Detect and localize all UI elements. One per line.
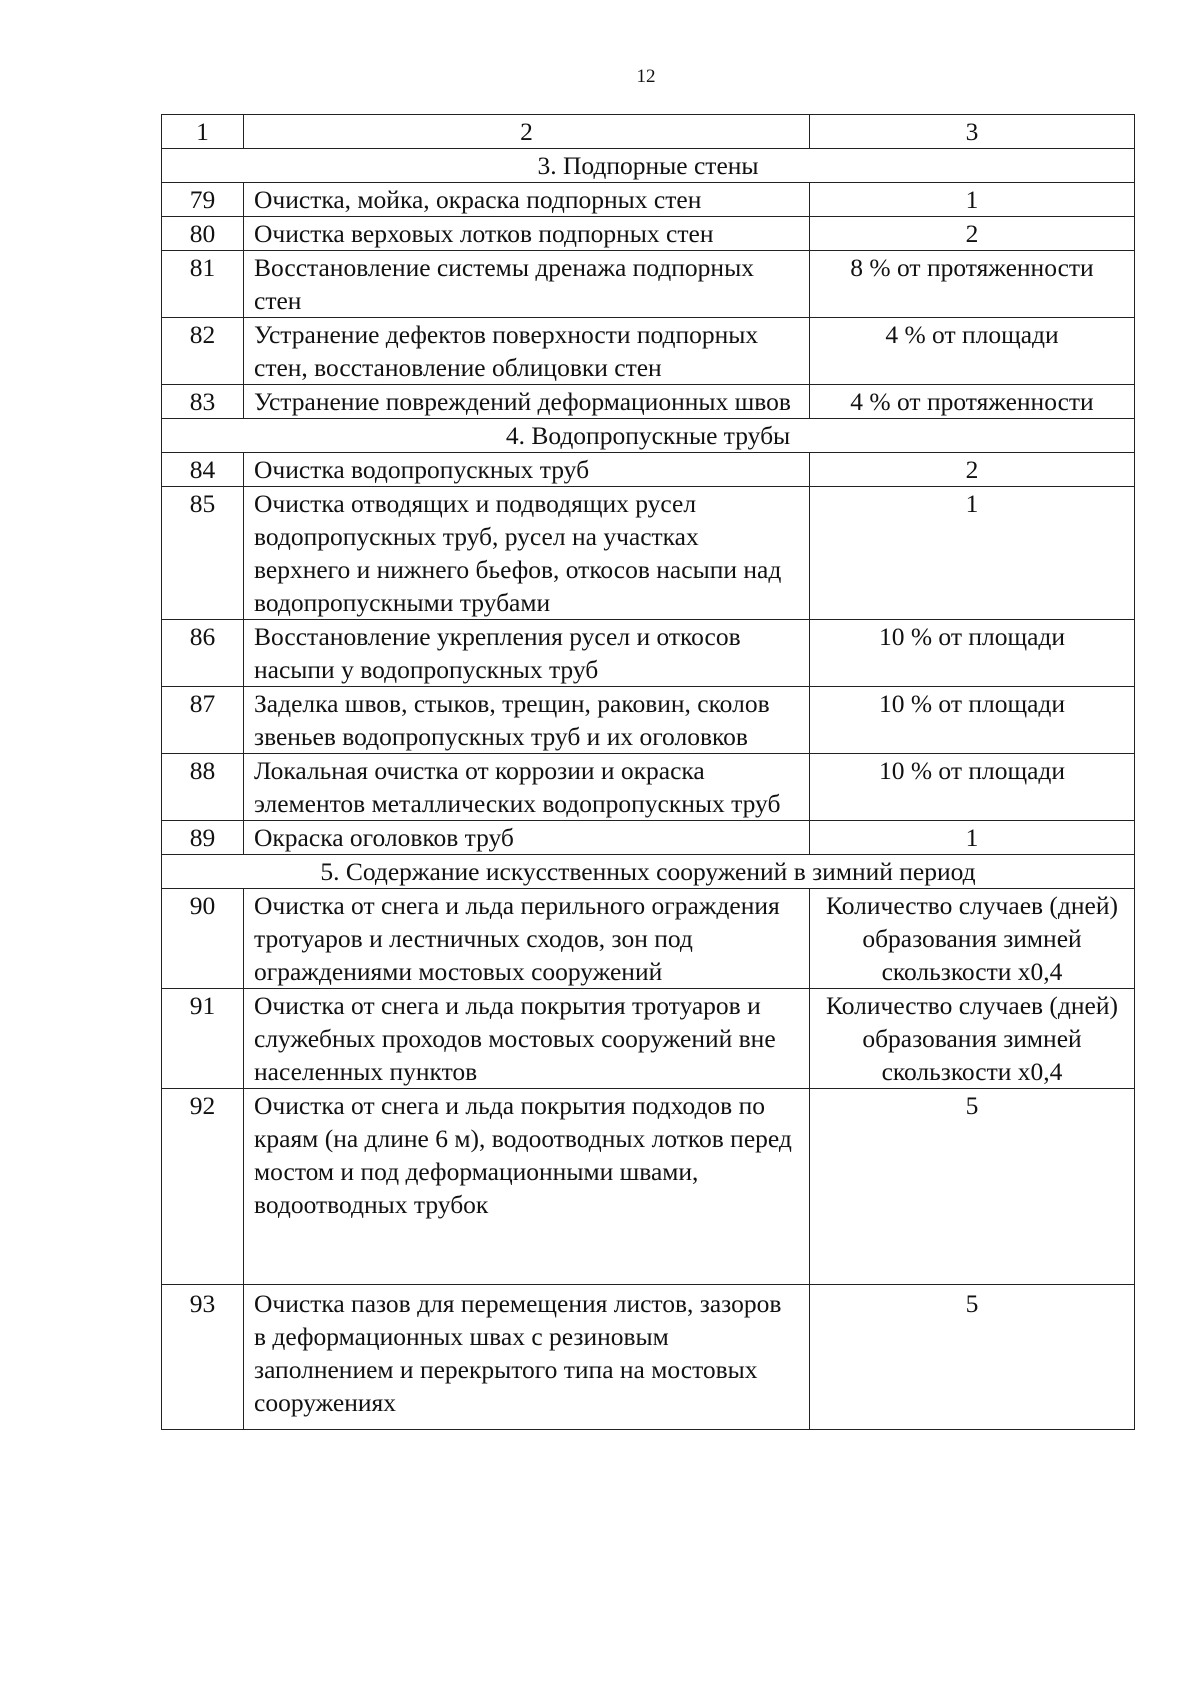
row-description: Восстановление укрепления русел и откосов насыпи у водопропускных труб — [244, 620, 810, 687]
row-description: Очистка пазов для перемещения листов, зазоров в деформационных швах с резиновым заполнением и перекрытого типа на мостовых сооружениях — [244, 1285, 810, 1430]
table-row — [162, 453, 1135, 487]
section-row — [162, 149, 1135, 183]
row-value: 1 — [810, 487, 1135, 620]
row-number: 86 — [162, 620, 244, 687]
row-value: 10 % от площади — [810, 754, 1135, 821]
row-value: 10 % от площади — [810, 620, 1135, 687]
row-value: 4 % от протяженности — [810, 385, 1135, 419]
row-number: 84 — [162, 453, 244, 487]
row-number: 90 — [162, 889, 244, 989]
section-title: 3. Подпорные стены — [162, 149, 1135, 183]
table-row — [162, 318, 1135, 385]
table-row — [162, 487, 1135, 620]
section-title: 4. Водопропускные трубы — [162, 419, 1135, 453]
header-col-2: 2 — [244, 115, 810, 149]
table-row — [162, 183, 1135, 217]
row-value: Количество случаев (дней) образования зимней скользкости х0,4 — [810, 989, 1135, 1089]
section-row — [162, 855, 1135, 889]
table-row — [162, 217, 1135, 251]
row-description: Очистка верховых лотков подпорных стен — [244, 217, 810, 251]
row-number: 81 — [162, 251, 244, 318]
row-number: 88 — [162, 754, 244, 821]
row-value: 1 — [810, 183, 1135, 217]
row-description: Очистка от снега и льда покрытия тротуаров и служебных проходов мостовых сооружений вне населенных пунктов — [244, 989, 810, 1089]
row-value: 10 % от площади — [810, 687, 1135, 754]
row-description: Очистка от снега и льда перильного ограждения тротуаров и лестничных сходов, зон под ограждениями мостовых сооружений — [244, 889, 810, 989]
maintenance-table — [161, 114, 1135, 1430]
table-header-row — [162, 115, 1135, 149]
row-description: Очистка, мойка, окраска подпорных стен — [244, 183, 810, 217]
table-row — [162, 889, 1135, 989]
row-description: Устранение повреждений деформационных швов — [244, 385, 810, 419]
row-number: 91 — [162, 989, 244, 1089]
row-number: 93 — [162, 1285, 244, 1430]
header-col-3: 3 — [810, 115, 1135, 149]
row-number: 83 — [162, 385, 244, 419]
row-description: Восстановление системы дренажа подпорных стен — [244, 251, 810, 318]
table-row — [162, 754, 1135, 821]
row-value: 2 — [810, 217, 1135, 251]
row-value: 2 — [810, 453, 1135, 487]
row-value: 4 % от площади — [810, 318, 1135, 385]
header-col-1: 1 — [162, 115, 244, 149]
row-description: Очистка от снега и льда покрытия подходов по краям (на длине 6 м), водоотводных лотков перед мостом и под деформационными швами, водоотводных трубок — [244, 1089, 810, 1285]
row-description: Локальная очистка от коррозии и окраска элементов металлических водопропускных труб — [244, 754, 810, 821]
row-number: 92 — [162, 1089, 244, 1285]
row-description: Очистка отводящих и подводящих русел водопропускных труб, русел на участках верхнего и нижнего бьефов, откосов насыпи над водопропускными трубами — [244, 487, 810, 620]
table-row — [162, 251, 1135, 318]
table-row — [162, 821, 1135, 855]
row-description: Заделка швов, стыков, трещин, раковин, сколов звеньев водопропускных труб и их оголовков — [244, 687, 810, 754]
row-number: 87 — [162, 687, 244, 754]
table-row — [162, 989, 1135, 1089]
table-row — [162, 385, 1135, 419]
row-number: 82 — [162, 318, 244, 385]
row-number: 89 — [162, 821, 244, 855]
row-number: 79 — [162, 183, 244, 217]
row-value: 1 — [810, 821, 1135, 855]
row-value: Количество случаев (дней) образования зимней скользкости х0,4 — [810, 889, 1135, 989]
row-number: 80 — [162, 217, 244, 251]
row-value: 5 — [810, 1089, 1135, 1285]
section-row — [162, 419, 1135, 453]
row-value: 5 — [810, 1285, 1135, 1430]
row-description: Очистка водопропускных труб — [244, 453, 810, 487]
row-number: 85 — [162, 487, 244, 620]
table-row — [162, 687, 1135, 754]
table-row — [162, 620, 1135, 687]
row-value: 8 % от протяженности — [810, 251, 1135, 318]
table-row — [162, 1089, 1135, 1285]
row-description: Окраска оголовков труб — [244, 821, 810, 855]
row-description: Устранение дефектов поверхности подпорных стен, восстановление облицовки стен — [244, 318, 810, 385]
page-number: 12 — [636, 66, 656, 87]
table-row — [162, 1285, 1135, 1430]
section-title: 5. Содержание искусственных сооружений в зимний период — [162, 855, 1135, 889]
